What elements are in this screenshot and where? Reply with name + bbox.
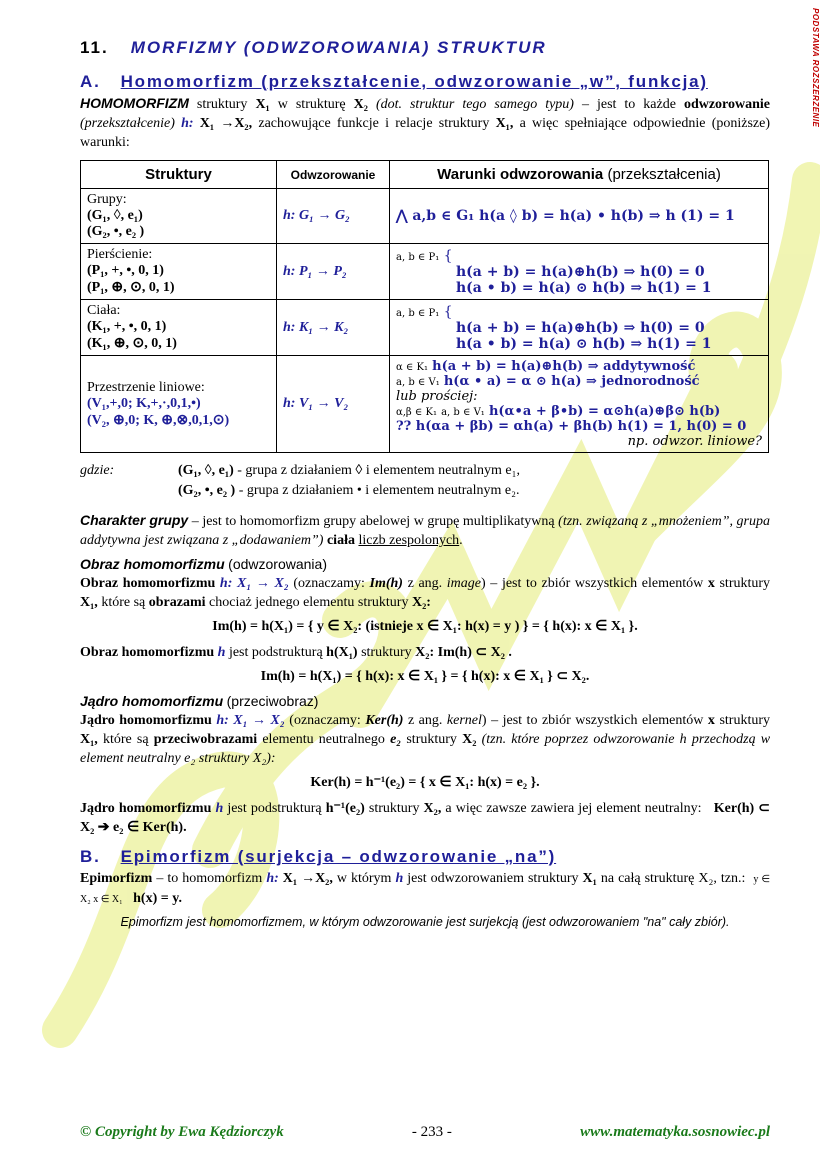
subsection-title: Homomorfizm (przekształcenie, odwzorowanie „w”, funkcja) (120, 72, 708, 91)
table-row (81, 356, 769, 453)
text: (K₁, ⊕, ⊙, 0, 1) (87, 336, 177, 351)
image-formula: Im(h) = h(X₁) = { y ∈ X₂: (istnieje x ∈ X₁: h(x) = y ) } = { h(x): x ∈ X₁ }. (212, 619, 638, 634)
text: (odwzorowania) (228, 556, 327, 572)
text: liczb zespolonych (358, 533, 460, 548)
subsection-b-heading (80, 847, 770, 867)
text: gdzie: (80, 463, 115, 478)
copyright: © Copyright by Ewa Kędziorczyk (80, 1124, 284, 1140)
symbol: h (217, 645, 226, 660)
text: Jądro homomorfizmu (80, 801, 212, 816)
mapping-cell (277, 189, 390, 244)
text: a więc spełniające odpowiednie (poniższe) warunki: (80, 116, 770, 150)
text: jest odwzorowaniem struktury (407, 871, 579, 886)
symbol: X₁ →X₂, (199, 116, 253, 131)
subsection-letter: B. (80, 847, 101, 866)
header-structures: Struktury (81, 161, 277, 189)
text: (oznaczamy: (289, 713, 361, 728)
text: struktury (368, 801, 420, 816)
text: w strukturę (277, 97, 346, 112)
table-row (81, 300, 769, 356)
text: lub prościej: (396, 389, 478, 404)
text: Obraz homomorfizmu (80, 645, 215, 660)
quantifier: α ∈ K₁ (396, 362, 428, 373)
subsection-letter: A. (80, 72, 101, 91)
text: kernel (446, 713, 482, 728)
text: (tzn. które poprzez odwzorowanie h przechodzą w element neutralny e₂ struktury X₂): (80, 732, 771, 766)
text: na całą strukturę X₂, tzn.: (600, 871, 746, 886)
term: Charakter grupy (80, 512, 189, 528)
symbol: X₁ (255, 97, 270, 112)
website-link[interactable]: www.matematyka.sosnowiec.pl (580, 1124, 770, 1140)
text: struktury (719, 576, 771, 591)
text: jest podstrukturą (227, 801, 322, 816)
text: h: K₁ → K₂ (283, 319, 349, 335)
text: h: V₁ → V₂ (283, 396, 349, 411)
structure-cell (81, 189, 277, 244)
text: Grupy: (87, 192, 127, 207)
kernel-definition (80, 711, 770, 768)
text: (P₁, +, •, 0, 1) (87, 263, 164, 278)
subsection-a-heading (80, 72, 770, 92)
text: h: G₁ → G₂ (283, 208, 350, 223)
text: h: P₁ → P₂ (283, 263, 347, 279)
text: Obraz homomorfizmu (80, 556, 225, 572)
text: image (446, 576, 482, 591)
text: Pierścienie: (87, 247, 153, 262)
symbol: h: X₁ → X₂ (219, 576, 289, 591)
text: ?? h(αa + βb) = αh(a) + βh(b) h(1) = 1, h(0) = 0 (396, 419, 747, 434)
text: Im(h) ⊂ X₂ . (437, 645, 512, 660)
text: Ker(h) ⊂ X₂ ➔ e₂ ∈ Ker(h). (80, 801, 771, 835)
text: elementu neutralnego (262, 732, 385, 747)
term: HOMOMORFIZM (80, 95, 189, 111)
condition-cell: a, b ∈ P₁ { h(a + b) = h(a)⊕h(b) ⇒ h(0) = 0 h(a • b) = h(a) ⊙ h(b) ⇒ h(1) = 1 (390, 244, 769, 300)
symbol: Ker(h) (365, 713, 404, 728)
kernel-heading (80, 693, 770, 711)
text: które są (102, 732, 149, 747)
text: h(a + b) = h(a)⊕h(b) ⇒ h(0) = 0 (456, 319, 705, 336)
symbol: X₁, (80, 595, 98, 610)
image-substructure (80, 643, 770, 662)
symbol: x (707, 576, 715, 591)
text: – jest to każde (581, 97, 676, 112)
text: – to homomorfizm (156, 871, 263, 886)
character-paragraph: Charakter grupy – jest to homomorfizm grupy abelowej w grupę multiplikatywną (tzn. związaną z „mnożeniem”, grupa addytywna jest związana z „dodawaniem”) ciała liczb zespolonych. (80, 512, 770, 548)
footer (80, 1124, 770, 1141)
text: (przekształcenie) (80, 116, 175, 131)
symbol: X₂, (423, 801, 442, 816)
text: z ang. (407, 713, 443, 728)
quantifier: y ∈ X₂ x ∈ X₁ (80, 874, 771, 905)
text: (dot. struktur tego samego typu) (375, 97, 574, 112)
text: (P₁, ⊕, ⊙, 0, 1) (87, 280, 175, 295)
text: - grupa z działaniem ◊ i elementem neutralnym e₁, (237, 463, 520, 478)
page-number: - 233 - (411, 1124, 452, 1140)
image-definition (80, 574, 770, 612)
text: (przekształcenia) (607, 166, 721, 183)
mapping-cell (277, 244, 390, 300)
symbol: X₂ (462, 732, 477, 747)
epimorphism-definition (80, 869, 770, 909)
text: Obraz homomorfizmu (80, 576, 216, 591)
symbol: h (215, 801, 224, 816)
image-heading (80, 556, 770, 574)
symbol: x (707, 713, 715, 728)
term: odwzorowanie (683, 97, 771, 112)
text: (tzn. związaną z „mnożeniem”, grupa addytywna jest związana z „dodawaniem”) (80, 514, 770, 548)
mapping-cell (277, 300, 390, 356)
text: Epimorfizm (80, 871, 153, 886)
text: zachowujące funkcje i relacje struktury (258, 116, 490, 131)
structure-cell (81, 300, 277, 356)
text: (V₁,+,0; K,+,·,0,1,•) (87, 395, 201, 411)
text: struktury (196, 97, 248, 112)
section-number: 11. (80, 38, 109, 57)
text: (G₂, •, e₂ ) (178, 483, 236, 498)
text: ) – jest to zbiór wszystkich elementów (481, 713, 704, 728)
mapping-cell (277, 356, 390, 453)
text: struktury (361, 645, 412, 660)
symbol: X₁ (582, 871, 597, 886)
text: ⋀ a,b ∈ G₁ h(a ◊ b) = h(a) • h(b) ⇒ h (1) = 1 (396, 208, 735, 224)
where-block (80, 461, 520, 501)
conditions-table (80, 160, 769, 453)
text: (oznaczamy: (293, 576, 365, 591)
text: h(x) = y. (133, 891, 182, 906)
symbol: Im(h) (369, 576, 403, 591)
symbol: h(X₁) (326, 645, 358, 660)
text: jest podstrukturą (228, 645, 323, 660)
text: Warunki odwzorowania (437, 166, 604, 183)
kernel-substructure (80, 799, 770, 837)
text: h(a • b) = h(a) ⊙ h(b) ⇒ h(1) = 1 (456, 279, 712, 296)
text: z ang. (407, 576, 443, 591)
quantifier: a, b ∈ V₁ (441, 407, 485, 418)
header-mapping: Odwzorowanie (277, 161, 390, 189)
condition-cell (390, 189, 769, 244)
text: Ciała: (87, 303, 121, 318)
side-tag: PODSTAWA ROZSZERZENIE (811, 8, 820, 128)
header-conditions (390, 161, 769, 189)
text: ciała (326, 533, 355, 548)
epimorphism-note: Epimorfizm jest homomorfizmem, w którym odwzorowanie jest surjekcją (jest odwzorowaniem "na" cały zbiór). (120, 915, 730, 929)
quantifier: a, b ∈ V₁ (396, 377, 440, 388)
text: (G₂, •, e₂ ) (87, 224, 145, 239)
image-formula-2: Im(h) = h(X₁) = { h(x): x ∈ X₁ } = { h(x): x ∈ X₁ } ⊂ X₂. (260, 669, 590, 684)
symbol: e₂ (390, 732, 402, 747)
symbol: h: (266, 871, 279, 886)
text: przeciwobrazami (153, 732, 258, 747)
symbol: X₂: (415, 645, 435, 660)
text: a więc zawsze zawiera jej element neutralny: (445, 801, 702, 816)
section-title: MORFIZMY (ODWZOROWANIA) STRUKTUR (130, 38, 547, 57)
text: (V₂, ⊕,0; K, ⊕,⊗,0,1,⊙) (87, 412, 230, 428)
symbol: X₁, (495, 116, 514, 131)
symbol: h⁻¹(e₂) (325, 801, 365, 816)
kernel-formula: Ker(h) = h⁻¹(e₂) = { x ∈ X₁: h(x) = e₂ }. (310, 775, 540, 790)
text: - grupa z działaniem • i elementem neutralnym e₂. (238, 483, 520, 498)
symbol: X₁ →X₂, (282, 871, 333, 886)
text: struktury (719, 713, 770, 728)
text: np. odwzor. liniowe? (627, 434, 762, 449)
structure-cell (81, 356, 277, 453)
text: (K₁, +, •, 0, 1) (87, 319, 167, 334)
text: w którym (336, 871, 392, 886)
text: (przeciwobraz) (226, 693, 319, 709)
text: obrazami (148, 595, 206, 610)
quantifier: a, b ∈ P₁ (396, 251, 440, 263)
text: ) – jest to zbiór wszystkich elementów (481, 576, 704, 591)
subsection-title: Epimorfizm (surjekcja – odwzorowanie „na”) (120, 847, 557, 866)
text: Przestrzenie liniowe: (87, 379, 205, 395)
text: – jest to homomorfizm grupy abelowej w grupę multiplikatywną (191, 514, 555, 529)
symbol: h: X₁ → X₂ (216, 713, 285, 728)
quantifier: α,β ∈ K₁ (396, 407, 437, 418)
condition-cell: a, b ∈ P₁ { h(a + b) = h(a)⊕h(b) ⇒ h(0) = 0 h(a • b) = h(a) ⊙ h(b) ⇒ h(1) = 1 (390, 300, 769, 356)
text: h(a + b) = h(a)⊕h(b) ⇒ h(0) = 0 (456, 263, 705, 280)
homomorphism-definition (80, 94, 770, 152)
symbol: h: (181, 116, 194, 131)
text: Jądro homomorfizmu (80, 693, 224, 709)
text: chociaż jednego elementu struktury (209, 595, 409, 610)
table-row (81, 189, 769, 244)
symbol: X₂: (411, 595, 431, 610)
text: struktury (406, 732, 457, 747)
condition-cell (390, 356, 769, 453)
text: h(a + b) = h(a)⊕h(b) ⇒ addytywność (432, 359, 696, 374)
text: (G₁, ◊, e₁) (178, 463, 234, 478)
text: h(α • a) = α ⊙ h(a) ⇒ jednorodność (443, 374, 700, 389)
text: (G₁, ◊, e₁) (87, 208, 143, 223)
text: h(α•a + β•b) = α⊙h(a)⊕β⊙ h(b) (488, 404, 721, 419)
structure-cell (81, 244, 277, 300)
text: h(a • b) = h(a) ⊙ h(b) ⇒ h(1) = 1 (456, 335, 712, 352)
symbol: X₁, (80, 732, 98, 747)
text: które są (101, 595, 146, 610)
section-heading (80, 38, 770, 58)
symbol: h (395, 871, 404, 886)
quantifier: a, b ∈ P₁ (396, 307, 440, 319)
symbol: X₂ (353, 97, 368, 112)
page-content (80, 38, 770, 929)
table-header-row (81, 161, 769, 189)
table-row (81, 244, 769, 300)
text: Jądro homomorfizmu (80, 713, 212, 728)
